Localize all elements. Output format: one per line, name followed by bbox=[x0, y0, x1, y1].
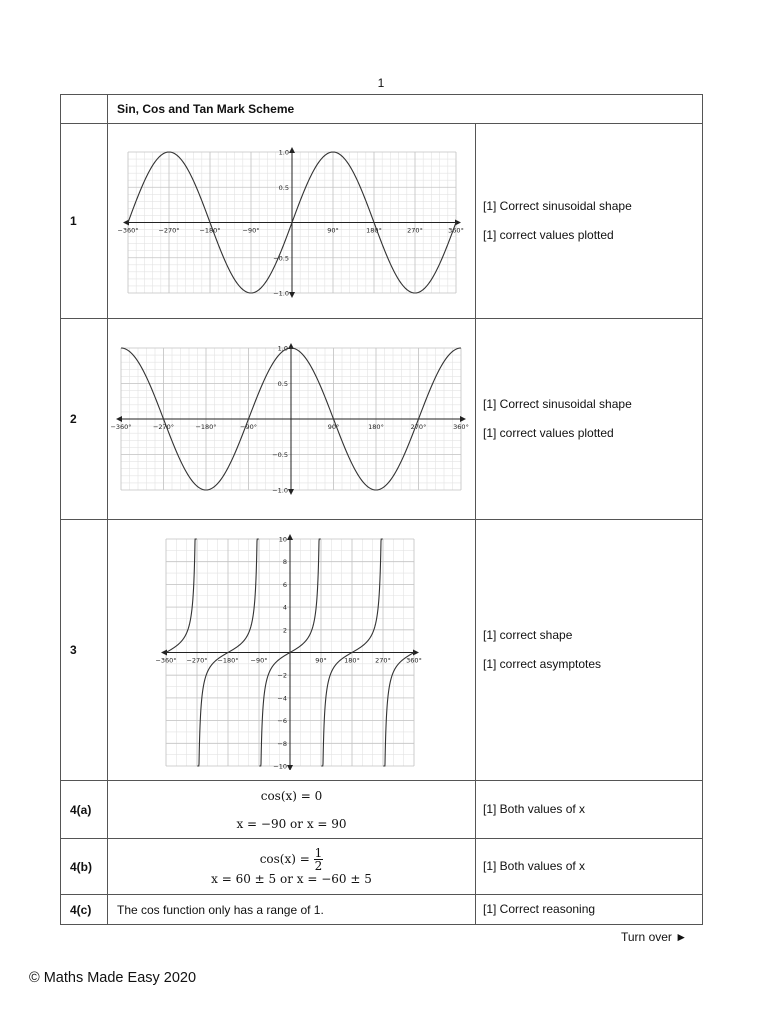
question-number: 3 bbox=[61, 520, 108, 781]
y-tick-label: 10 bbox=[278, 535, 287, 543]
x-axis-arrow-right bbox=[460, 416, 466, 422]
y-tick-label: 8 bbox=[282, 557, 287, 566]
x-tick-label: −180° bbox=[194, 422, 217, 431]
row-2 bbox=[61, 319, 703, 520]
y-tick-label: −10 bbox=[272, 762, 287, 770]
mark-line: [1] Correct reasoning bbox=[483, 902, 596, 916]
x-tick-label: 90° bbox=[326, 226, 339, 235]
row-3 bbox=[61, 520, 703, 781]
mark-line: [1] Correct sinusoidal shape bbox=[483, 397, 632, 411]
x-tick-label: 360° bbox=[447, 226, 464, 235]
y-tick-label: −8 bbox=[276, 739, 287, 748]
question-number: 2 bbox=[61, 319, 108, 520]
answer-cell bbox=[108, 839, 476, 895]
fraction-numerator: 1 bbox=[314, 846, 323, 860]
graph-cell-1 bbox=[108, 124, 476, 319]
y-axis-arrow-up bbox=[287, 534, 293, 540]
y-tick-label: −4 bbox=[276, 693, 287, 702]
fraction bbox=[314, 847, 324, 872]
answer-solution: x = −90 or x = 90 bbox=[236, 816, 347, 831]
x-tick-label: 270° bbox=[374, 656, 391, 664]
fraction-denominator: 2 bbox=[314, 859, 323, 873]
sin-graph bbox=[116, 137, 468, 302]
x-tick-label: 180° bbox=[365, 226, 382, 235]
y-tick-label: −1.0 bbox=[272, 289, 289, 298]
header-row bbox=[61, 95, 703, 124]
y-tick-label: −2 bbox=[276, 671, 287, 680]
row-4c bbox=[61, 895, 703, 925]
header-blank-cell bbox=[61, 95, 108, 124]
y-tick-label: 0.5 bbox=[277, 379, 288, 388]
marks-cell bbox=[476, 839, 703, 895]
question-number: 4(a) bbox=[61, 781, 108, 839]
x-tick-label: −360° bbox=[110, 422, 132, 431]
mark-line: [1] Both values of x bbox=[483, 859, 586, 873]
row-4b bbox=[61, 839, 703, 895]
y-axis-arrow-down bbox=[289, 292, 295, 298]
x-tick-label: 270° bbox=[410, 422, 426, 431]
copyright-footer: © Maths Made Easy 2020 bbox=[29, 970, 197, 986]
x-tick-label: −90° bbox=[242, 226, 259, 235]
x-tick-label: 90° bbox=[327, 422, 339, 431]
tan-graph bbox=[152, 528, 432, 770]
y-tick-label: 0.5 bbox=[278, 183, 289, 192]
turn-over-label: Turn over ► bbox=[621, 930, 688, 944]
x-tick-label: −270° bbox=[185, 656, 208, 664]
mark-line: [1] correct asymptotes bbox=[483, 657, 602, 671]
mark-line: [1] correct values plotted bbox=[483, 228, 614, 242]
answer-equation: cos(x) = 0 bbox=[260, 788, 323, 803]
y-tick-label: 1.0 bbox=[278, 148, 289, 157]
y-tick-label: 2 bbox=[282, 625, 287, 634]
x-tick-label: 270° bbox=[406, 226, 423, 235]
question-number: 4(b) bbox=[61, 839, 108, 895]
table-title: Sin, Cos and Tan Mark Scheme bbox=[108, 95, 703, 124]
x-tick-label: −180° bbox=[198, 226, 221, 235]
mark-line: [1] correct shape bbox=[483, 628, 573, 642]
marks-cell bbox=[476, 895, 703, 925]
y-tick-label: 6 bbox=[282, 580, 287, 589]
answer-text: The cos function only has a range of 1. bbox=[108, 895, 476, 925]
x-tick-label: 90° bbox=[314, 656, 327, 664]
y-tick-label: −1.0 bbox=[271, 486, 288, 494]
x-tick-label: −90° bbox=[239, 422, 257, 431]
answer-equation bbox=[108, 847, 475, 872]
y-tick-label: −0.5 bbox=[271, 450, 288, 459]
y-axis-arrow-down bbox=[287, 765, 293, 770]
y-tick-label: −0.5 bbox=[272, 254, 289, 263]
y-axis-arrow-down bbox=[288, 489, 294, 495]
graph-cell-3 bbox=[108, 520, 476, 781]
axes bbox=[116, 343, 466, 495]
row-4a bbox=[61, 781, 703, 839]
row-1 bbox=[61, 124, 703, 319]
x-tick-label: 360° bbox=[452, 422, 469, 431]
answer-cell bbox=[108, 781, 476, 839]
x-tick-label: −270° bbox=[157, 226, 180, 235]
x-tick-label: 180° bbox=[343, 656, 360, 664]
mark-line: [1] Both values of x bbox=[483, 802, 586, 816]
marks-cell bbox=[476, 319, 703, 520]
y-tick-label: 1.0 bbox=[277, 344, 288, 352]
marks-cell bbox=[476, 520, 703, 781]
x-tick-label: −360° bbox=[116, 226, 139, 235]
x-tick-label: 180° bbox=[367, 422, 384, 431]
answer-solution: x = 60 ± 5 or x = −60 ± 5 bbox=[211, 872, 372, 886]
page-number: 1 bbox=[377, 76, 385, 90]
question-number: 1 bbox=[61, 124, 108, 319]
marks-cell bbox=[476, 124, 703, 319]
x-tick-label: −180° bbox=[216, 656, 239, 664]
x-tick-label: −270° bbox=[152, 422, 174, 431]
mark-line: [1] correct values plotted bbox=[483, 426, 614, 440]
x-axis-arrow-left bbox=[116, 416, 122, 422]
mark-scheme-table bbox=[60, 94, 703, 925]
x-tick-label: −90° bbox=[250, 656, 267, 664]
equation-lhs: cos(x) = bbox=[259, 852, 310, 866]
x-tick-label: −360° bbox=[154, 656, 177, 664]
question-number: 4(c) bbox=[61, 895, 108, 925]
y-tick-label: −6 bbox=[276, 716, 287, 725]
x-tick-label: 360° bbox=[405, 656, 422, 664]
marks-cell bbox=[476, 781, 703, 839]
graph-cell-2 bbox=[108, 319, 476, 520]
y-tick-label: 4 bbox=[282, 603, 287, 612]
cos-graph bbox=[111, 333, 473, 503]
mark-line: [1] Correct sinusoidal shape bbox=[483, 199, 632, 213]
y-axis-arrow-up bbox=[289, 147, 295, 153]
